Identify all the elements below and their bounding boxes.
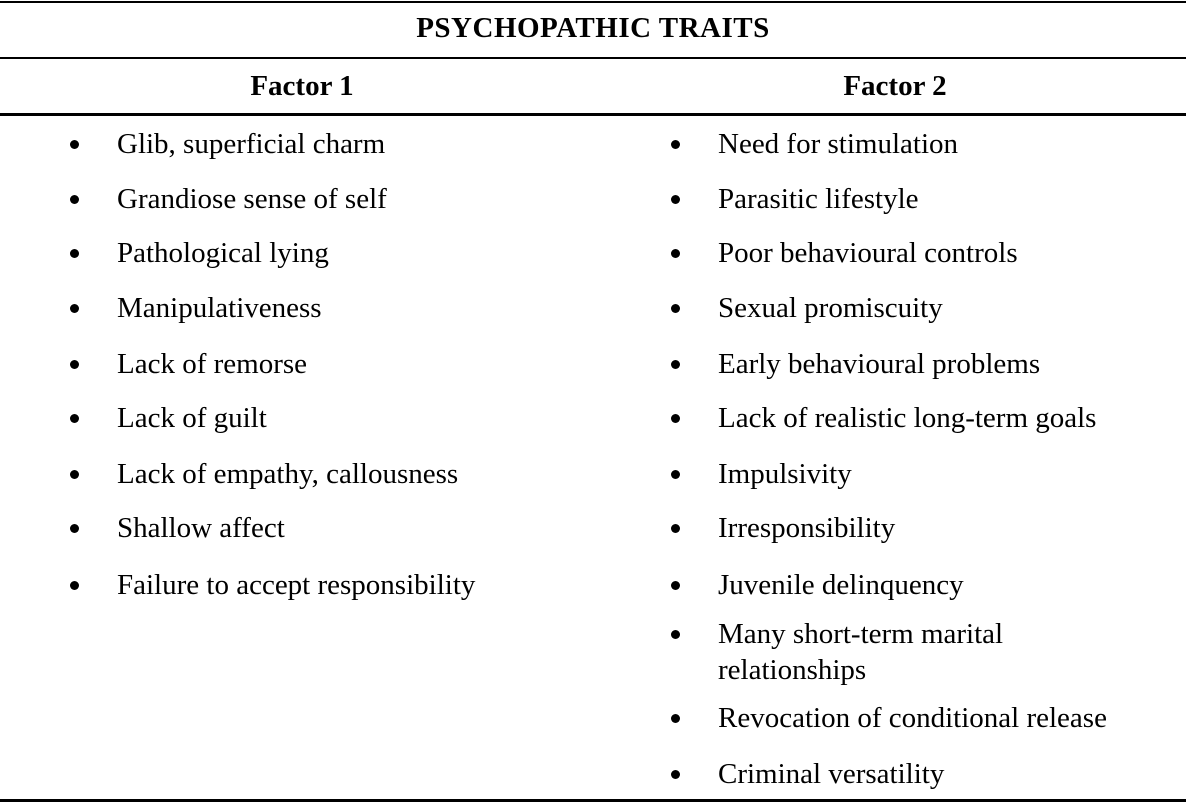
- trait-label: Lack of remorse: [117, 348, 308, 380]
- trait-label: Shallow affect: [117, 512, 285, 544]
- bullet-icon: [70, 414, 79, 423]
- trait-label: Impulsivity: [718, 458, 852, 490]
- bullet-icon: [671, 630, 680, 639]
- bullet-icon: [70, 524, 79, 533]
- table-top-rule: [0, 1, 1186, 3]
- bullet-icon: [671, 249, 680, 258]
- bullet-icon: [671, 470, 680, 479]
- trait-label: Pathological lying: [117, 237, 329, 269]
- header-divider-rule: [0, 113, 1186, 116]
- bullet-icon: [671, 581, 680, 590]
- bullet-icon: [671, 140, 680, 149]
- trait-label: Early behavioural problems: [718, 348, 1041, 380]
- trait-label: Irresponsibility: [718, 512, 896, 544]
- bullet-icon: [70, 249, 79, 258]
- bullet-icon: [70, 581, 79, 590]
- bullet-icon: [70, 195, 79, 204]
- bullet-icon: [70, 304, 79, 313]
- table-bottom-rule: [0, 799, 1186, 802]
- table-title: PSYCHOPATHIC TRAITS: [416, 12, 770, 44]
- trait-label: Lack of guilt: [117, 402, 267, 434]
- trait-label: Juvenile delinquency: [718, 569, 964, 601]
- trait-label: Need for stimulation: [718, 128, 959, 160]
- bullet-icon: [671, 524, 680, 533]
- title-divider-rule: [0, 57, 1186, 59]
- trait-label: Sexual promiscuity: [718, 292, 943, 324]
- bullet-icon: [671, 304, 680, 313]
- trait-label: Criminal versatility: [718, 758, 945, 790]
- bullet-icon: [70, 140, 79, 149]
- factor2-header: Factor 2: [843, 70, 947, 102]
- trait-label: Parasitic lifestyle: [718, 183, 919, 215]
- trait-label: Manipulativeness: [117, 292, 322, 324]
- bullet-icon: [671, 360, 680, 369]
- trait-label: Glib, superficial charm: [117, 128, 386, 160]
- bullet-icon: [671, 770, 680, 779]
- bullet-icon: [671, 414, 680, 423]
- trait-label: Lack of realistic long-term goals: [718, 402, 1097, 434]
- trait-label: Revocation of conditional release: [718, 702, 1107, 734]
- trait-label: Many short-term marital relationships: [718, 618, 1004, 686]
- bullet-icon: [671, 195, 680, 204]
- trait-label: Grandiose sense of self: [117, 183, 387, 215]
- bullet-icon: [70, 360, 79, 369]
- trait-label: Failure to accept responsibility: [117, 569, 476, 601]
- bullet-icon: [671, 714, 680, 723]
- trait-label: Lack of empathy, callousness: [117, 458, 459, 490]
- bullet-icon: [70, 470, 79, 479]
- trait-label: Poor behavioural controls: [718, 237, 1018, 269]
- factor1-header: Factor 1: [250, 70, 354, 102]
